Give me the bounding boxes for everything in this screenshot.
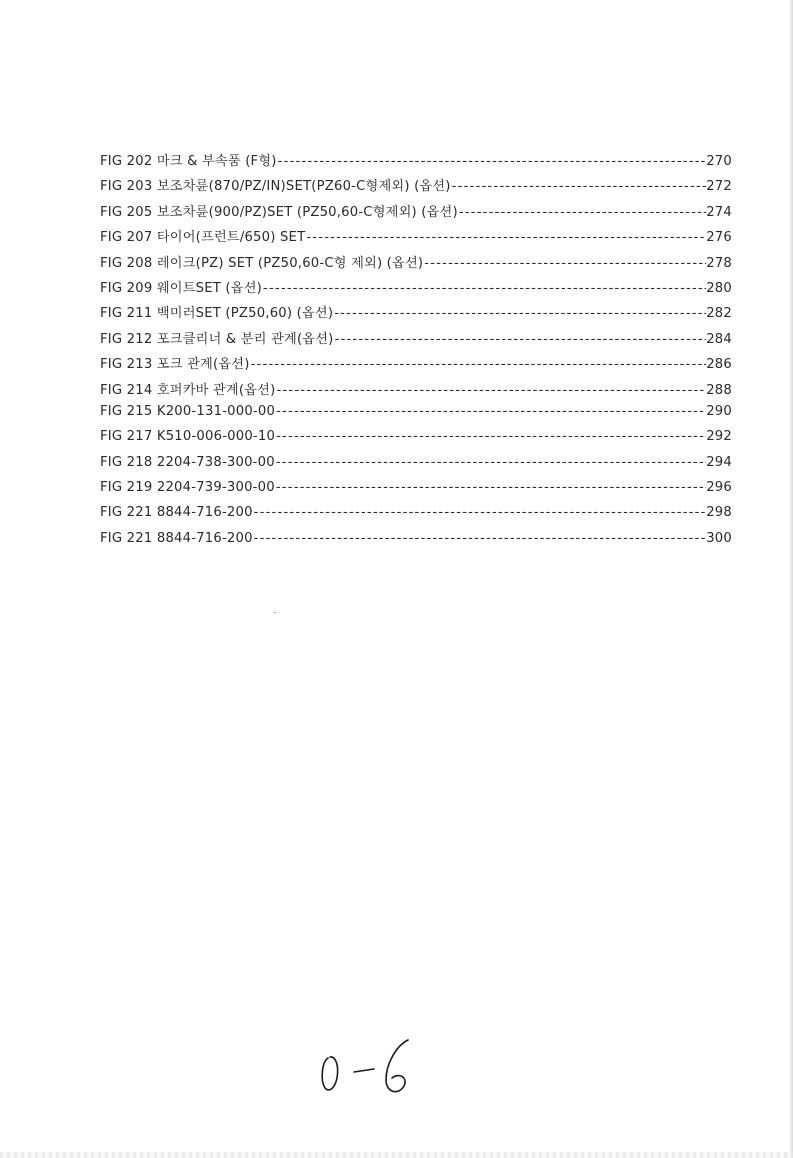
toc-entry — [100, 302, 732, 327]
toc-entry-page: 290 — [706, 403, 732, 419]
handwritten-page-number — [316, 1036, 416, 1096]
toc-entry — [100, 201, 732, 226]
toc-entry-page: 276 — [706, 230, 732, 246]
toc-dot-leader — [263, 281, 706, 296]
toc-dot-leader — [276, 429, 706, 444]
toc-dot-leader — [276, 480, 706, 495]
toc-entry-page: 278 — [706, 255, 732, 271]
toc-entry — [100, 150, 732, 175]
scan-speck — [274, 612, 276, 613]
toc-entry — [100, 429, 732, 454]
toc-entry-title: FIG 212 포크클리너 & 분리 관계(옵션) — [100, 331, 334, 347]
toc-entry — [100, 455, 732, 480]
toc-dot-leader — [335, 332, 707, 347]
toc-entry-title: FIG 203 보조차륜(870/PZ/IN)SET(PZ60-C형제외) (옵션) — [100, 179, 451, 195]
toc-entry-title: FIG 215 K200-131-000-00 — [100, 403, 276, 419]
toc-entry — [100, 379, 732, 404]
toc-entry — [100, 277, 732, 302]
toc-dot-leader — [276, 455, 706, 470]
toc-entry-title: FIG 217 K510-006-000-10 — [100, 429, 276, 445]
toc-entry-page: 288 — [706, 382, 732, 398]
toc-entry — [100, 480, 732, 505]
toc-dot-leader — [459, 205, 706, 220]
toc-entry-page: 296 — [706, 480, 732, 496]
toc-entry-page: 282 — [706, 306, 732, 322]
toc-entry — [100, 328, 732, 353]
toc-entry-title: FIG 209 웨이트SET (옵션) — [100, 280, 262, 296]
toc-entry — [100, 175, 732, 200]
toc-entry-page: 292 — [706, 429, 732, 445]
toc-dot-leader — [452, 179, 707, 194]
toc-entry-page: 284 — [706, 331, 732, 347]
toc-entry — [100, 226, 732, 251]
toc-entry-title: FIG 213 포크 관계(옵션) — [100, 357, 250, 373]
toc-entry-title: FIG 211 백미러SET (PZ50,60) (옵션) — [100, 306, 334, 322]
toc-dot-leader — [276, 383, 706, 398]
toc-entry-page: 294 — [706, 454, 732, 470]
page-edge-right — [789, 0, 793, 1158]
toc-entry — [100, 505, 732, 530]
toc-dot-leader — [251, 357, 707, 372]
toc-entry-title: FIG 214 호퍼카바 관계(옵션) — [100, 382, 276, 398]
toc-entry-page: 270 — [706, 154, 732, 169]
toc-entry-page: 300 — [706, 530, 732, 546]
toc-dot-leader — [278, 154, 707, 169]
toc-entry-page: 274 — [706, 204, 732, 220]
toc-entry-page: 286 — [706, 357, 732, 373]
toc-entry — [100, 252, 732, 277]
toc-dot-leader — [276, 404, 706, 419]
toc-entry-title: FIG 202 마크 & 부속품 (F형) — [100, 154, 277, 169]
toc-entry — [100, 531, 732, 556]
toc-dot-leader — [254, 531, 707, 546]
toc-dot-leader — [334, 306, 706, 321]
toc-dot-leader — [424, 256, 706, 271]
toc-entry-page: 272 — [706, 179, 732, 195]
toc-dot-leader — [306, 230, 706, 245]
toc-entry-title: FIG 208 레이크(PZ) SET (PZ50,60-C형 제외) (옵션) — [100, 255, 424, 271]
table-of-contents — [100, 150, 732, 556]
toc-entry-title: FIG 219 2204-739-300-00 — [100, 480, 275, 496]
toc-entry-title: FIG 218 2204-738-300-00 — [100, 454, 275, 470]
toc-entry-title: FIG 205 보조차륜(900/PZ)SET (PZ50,60-C형제외) (옵션) — [100, 204, 458, 220]
toc-entry — [100, 404, 732, 429]
toc-entry-title: FIG 221 8844-716-200 — [100, 530, 253, 546]
page-edge-bottom — [0, 1152, 793, 1158]
toc-entry — [100, 353, 732, 378]
toc-entry-title: FIG 221 8844-716-200 — [100, 505, 253, 521]
toc-entry-page: 298 — [706, 505, 732, 521]
toc-entry-title: FIG 207 타이어(프런트/650) SET — [100, 230, 306, 246]
toc-entry-page: 280 — [706, 280, 732, 296]
toc-dot-leader — [254, 505, 707, 520]
